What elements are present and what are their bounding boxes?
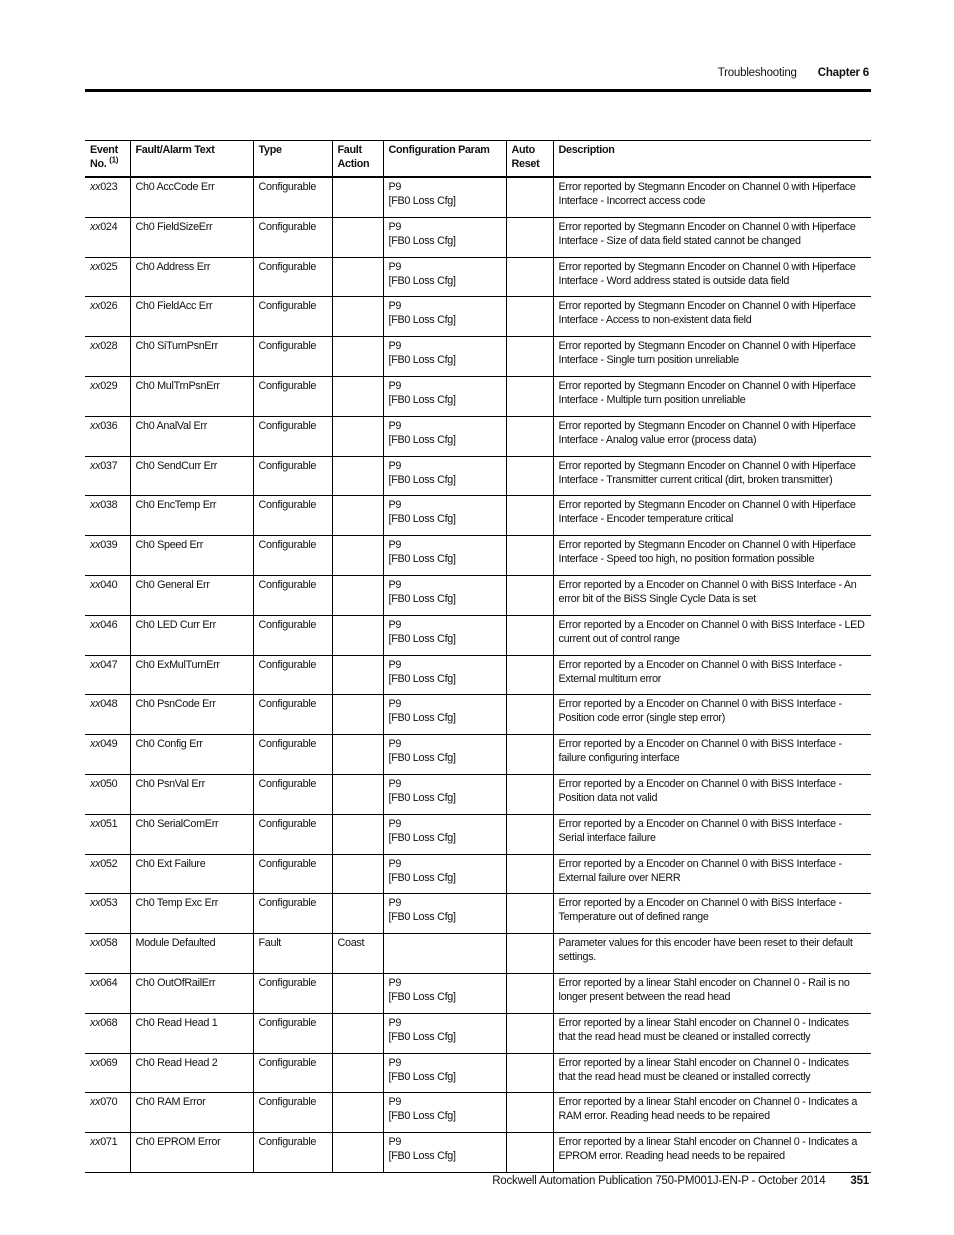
cell-fault-text: Ch0 Speed Err [130, 536, 253, 576]
cell-config-param: P9 [FB0 Loss Cfg] [383, 1093, 506, 1133]
cell-type: Configurable [253, 416, 332, 456]
fault-table-container [85, 140, 871, 1173]
cell-fault-action [332, 217, 383, 257]
table-row [85, 735, 871, 775]
cell-description: Error reported by a linear Stahl encoder on Channel 0 - Indicates that the read head must be cleaned or installed correctly [553, 1013, 871, 1053]
cell-fault-action [332, 416, 383, 456]
cell-type: Configurable [253, 814, 332, 854]
cell-event-number: xx046 [90, 618, 118, 631]
cell-fault-action [332, 1013, 383, 1053]
cell-config-param: P9 [FB0 Loss Cfg] [383, 177, 506, 217]
cell-type: Configurable [253, 1093, 332, 1133]
cell-description: Error reported by a Encoder on Channel 0 with BiSS Interface - Temperature out of defined range [553, 894, 871, 934]
cell-description: Error reported by a linear Stahl encoder on Channel 0 - Indicates that the read head must be cleaned or installed correctly [553, 1053, 871, 1093]
cell-fault-text: Ch0 Read Head 1 [130, 1013, 253, 1053]
cell-type: Configurable [253, 217, 332, 257]
cell-auto-reset [506, 655, 553, 695]
col-header-fault-text: Fault/Alarm Text [130, 141, 253, 178]
cell-event-number: xx050 [90, 777, 118, 790]
cell-auto-reset [506, 337, 553, 377]
cell-auto-reset [506, 894, 553, 934]
cell-fault-action [332, 496, 383, 536]
table-header-row [85, 141, 871, 178]
table-row [85, 1053, 871, 1093]
header-chapter-label: Chapter 6 [817, 67, 869, 79]
table-row [85, 1133, 871, 1173]
cell-event-number: xx051 [90, 817, 118, 830]
cell-event-number: xx053 [90, 897, 118, 910]
table-row [85, 257, 871, 297]
cell-fault-action [332, 894, 383, 934]
cell-config-param: P9 [FB0 Loss Cfg] [383, 217, 506, 257]
cell-description: Error reported by Stegmann Encoder on Channel 0 with Hiperface Interface - Encoder temperature critical [553, 496, 871, 536]
table-row [85, 934, 871, 974]
cell-description: Error reported by Stegmann Encoder on Channel 0 with Hiperface Interface - Size of data field stated cannot be changed [553, 217, 871, 257]
cell-auto-reset [506, 416, 553, 456]
cell-event-number: xx036 [90, 419, 118, 432]
header-divider [85, 89, 871, 92]
cell-event-number: xx026 [90, 300, 118, 313]
cell-type: Configurable [253, 1133, 332, 1173]
cell-auto-reset [506, 297, 553, 337]
table-row [85, 655, 871, 695]
table-row [85, 456, 871, 496]
cell-auto-reset [506, 1093, 553, 1133]
table-row [85, 695, 871, 735]
cell-description: Error reported by a linear Stahl encoder on Channel 0 - Rail is no longer present between the read head [553, 973, 871, 1013]
col-header-auto-reset: Auto Reset [506, 141, 553, 178]
col-header-event: Event No. $^{(1)}$ [90, 144, 119, 170]
cell-event-number: xx048 [90, 698, 118, 711]
page-number: 351 [850, 1175, 869, 1187]
footer-publication: Rockwell Automation Publication 750-PM001J-EN-P - October 2014 [492, 1175, 826, 1187]
table-row [85, 774, 871, 814]
cell-event-number: xx064 [90, 976, 118, 989]
cell-description: Error reported by Stegmann Encoder on Channel 0 with Hiperface Interface - Multiple turn position unreliable [553, 376, 871, 416]
cell-fault-action [332, 456, 383, 496]
cell-type: Configurable [253, 496, 332, 536]
cell-auto-reset [506, 257, 553, 297]
cell-event-number: xx029 [90, 379, 118, 392]
table-row [85, 217, 871, 257]
table-row [85, 814, 871, 854]
cell-event-number: xx069 [90, 1056, 118, 1069]
cell-config-param: P9 [FB0 Loss Cfg] [383, 774, 506, 814]
cell-description: Error reported by a Encoder on Channel 0 with BiSS Interface - External multiturn error [553, 655, 871, 695]
cell-fault-action [332, 695, 383, 735]
cell-fault-action [332, 615, 383, 655]
cell-fault-action [332, 774, 383, 814]
cell-fault-text: Ch0 EncTemp Err [130, 496, 253, 536]
cell-config-param: P9 [FB0 Loss Cfg] [383, 416, 506, 456]
cell-config-param: P9 [FB0 Loss Cfg] [383, 1133, 506, 1173]
cell-description: Error reported by a Encoder on Channel 0 with BiSS Interface - Position code error (single step error) [553, 695, 871, 735]
cell-event-number: xx071 [90, 1136, 118, 1149]
table-row [85, 337, 871, 377]
cell-config-param: P9 [FB0 Loss Cfg] [383, 1053, 506, 1093]
cell-fault-text: Ch0 SendCurr Err [130, 456, 253, 496]
cell-auto-reset [506, 695, 553, 735]
cell-config-param: P9 [FB0 Loss Cfg] [383, 337, 506, 377]
cell-type: Configurable [253, 575, 332, 615]
cell-auto-reset [506, 575, 553, 615]
col-header-config-param: Configuration Param [383, 141, 506, 178]
cell-auto-reset [506, 774, 553, 814]
cell-description: Error reported by Stegmann Encoder on Channel 0 with Hiperface Interface - Single turn position unreliable [553, 337, 871, 377]
cell-config-param: P9 [FB0 Loss Cfg] [383, 735, 506, 775]
cell-event-number: xx070 [90, 1096, 118, 1109]
cell-fault-text: Ch0 AccCode Err [130, 177, 253, 217]
cell-fault-text: Ch0 Address Err [130, 257, 253, 297]
cell-config-param: P9 [FB0 Loss Cfg] [383, 1013, 506, 1053]
cell-auto-reset [506, 854, 553, 894]
cell-type: Configurable [253, 655, 332, 695]
table-row [85, 894, 871, 934]
cell-fault-action [332, 735, 383, 775]
cell-auto-reset [506, 1133, 553, 1173]
col-header-fault-action: Fault Action [332, 141, 383, 178]
cell-type: Configurable [253, 1013, 332, 1053]
cell-event-number: xx024 [90, 220, 118, 233]
cell-type: Configurable [253, 337, 332, 377]
cell-fault-action [332, 655, 383, 695]
cell-fault-text: Ch0 Ext Failure [130, 854, 253, 894]
table-row [85, 973, 871, 1013]
cell-auto-reset [506, 1053, 553, 1093]
cell-auto-reset [506, 376, 553, 416]
header-section-title: Troubleshooting [717, 67, 797, 79]
cell-event-number: xx058 [90, 937, 118, 950]
cell-fault-text: Ch0 LED Curr Err [130, 615, 253, 655]
cell-auto-reset [506, 735, 553, 775]
cell-fault-action [332, 854, 383, 894]
cell-event-number: xx040 [90, 578, 118, 591]
cell-config-param: P9 [FB0 Loss Cfg] [383, 615, 506, 655]
cell-fault-action [332, 177, 383, 217]
cell-event-number: xx037 [90, 459, 118, 472]
cell-config-param: P9 [FB0 Loss Cfg] [383, 854, 506, 894]
col-header-type: Type [253, 141, 332, 178]
cell-config-param: P9 [FB0 Loss Cfg] [383, 894, 506, 934]
cell-fault-action [332, 536, 383, 576]
table-row [85, 575, 871, 615]
cell-fault-text: Ch0 SiTurnPsnErr [130, 337, 253, 377]
cell-description: Error reported by a Encoder on Channel 0 with BiSS Interface - Serial interface failure [553, 814, 871, 854]
cell-type: Configurable [253, 297, 332, 337]
cell-description: Error reported by Stegmann Encoder on Channel 0 with Hiperface Interface - Analog value error (process data) [553, 416, 871, 456]
table-row [85, 1013, 871, 1053]
cell-fault-action [332, 297, 383, 337]
cell-config-param: P9 [FB0 Loss Cfg] [383, 575, 506, 615]
cell-type: Fault [253, 934, 332, 974]
cell-description: Error reported by Stegmann Encoder on Channel 0 with Hiperface Interface - Word address stated is outside data field [553, 257, 871, 297]
cell-fault-text: Ch0 ExMulTurnErr [130, 655, 253, 695]
cell-event-number: xx038 [90, 499, 118, 512]
col-header-description: Description [553, 141, 871, 178]
cell-type: Configurable [253, 1053, 332, 1093]
cell-type: Configurable [253, 456, 332, 496]
cell-description: Error reported by a Encoder on Channel 0 with BiSS Interface - An error bit of the BiSS Single Cycle Data is set [553, 575, 871, 615]
cell-fault-text: Ch0 Temp Exc Err [130, 894, 253, 934]
cell-event-number: xx025 [90, 260, 118, 273]
fault-alarm-table [85, 140, 871, 1173]
cell-auto-reset [506, 536, 553, 576]
cell-fault-action [332, 814, 383, 854]
cell-config-param: P9 [FB0 Loss Cfg] [383, 257, 506, 297]
table-row [85, 376, 871, 416]
cell-config-param: P9 [FB0 Loss Cfg] [383, 536, 506, 576]
cell-auto-reset [506, 456, 553, 496]
cell-auto-reset [506, 934, 553, 974]
table-row [85, 536, 871, 576]
cell-description: Error reported by a Encoder on Channel 0 with BiSS Interface - Position data not valid [553, 774, 871, 814]
cell-fault-text: Ch0 PsnVal Err [130, 774, 253, 814]
cell-description: Error reported by a linear Stahl encoder on Channel 0 - Indicates a RAM error. Reading head needs to be repaired [553, 1093, 871, 1133]
cell-fault-text: Ch0 EPROM Error [130, 1133, 253, 1173]
table-row [85, 496, 871, 536]
cell-fault-text: Module Defaulted [130, 934, 253, 974]
cell-auto-reset [506, 177, 553, 217]
cell-config-param: P9 [FB0 Loss Cfg] [383, 456, 506, 496]
cell-event-number: xx028 [90, 340, 118, 353]
cell-auto-reset [506, 973, 553, 1013]
cell-config-param [383, 934, 506, 974]
cell-event-number: xx039 [90, 539, 118, 552]
table-row [85, 416, 871, 456]
table-row [85, 854, 871, 894]
cell-type: Configurable [253, 774, 332, 814]
cell-auto-reset [506, 615, 553, 655]
cell-fault-text: Ch0 Read Head 2 [130, 1053, 253, 1093]
cell-config-param: P9 [FB0 Loss Cfg] [383, 655, 506, 695]
cell-event-number: xx023 [90, 181, 118, 193]
cell-fault-text: Ch0 SerialComErr [130, 814, 253, 854]
cell-fault-text: Ch0 FieldAcc Err [130, 297, 253, 337]
cell-event-number: xx068 [90, 1016, 118, 1029]
page-footer [492, 1175, 869, 1187]
cell-type: Configurable [253, 615, 332, 655]
cell-fault-text: Ch0 General Err [130, 575, 253, 615]
cell-fault-action [332, 337, 383, 377]
cell-type: Configurable [253, 894, 332, 934]
cell-description: Error reported by a linear Stahl encoder on Channel 0 - Indicates a EPROM error. Reading head needs to be repaired [553, 1133, 871, 1173]
cell-event-number: xx047 [90, 658, 118, 671]
cell-type: Configurable [253, 257, 332, 297]
cell-fault-text: Ch0 RAM Error [130, 1093, 253, 1133]
table-row [85, 615, 871, 655]
table-row [85, 297, 871, 337]
cell-config-param: P9 [FB0 Loss Cfg] [383, 376, 506, 416]
cell-fault-text: Ch0 OutOfRailErr [130, 973, 253, 1013]
cell-event-number: xx052 [90, 857, 118, 870]
cell-auto-reset [506, 496, 553, 536]
cell-fault-text: Ch0 PsnCode Err [130, 695, 253, 735]
cell-type: Configurable [253, 973, 332, 1013]
cell-description: Parameter values for this encoder have been reset to their default settings. [553, 934, 871, 974]
cell-auto-reset [506, 217, 553, 257]
cell-description: Error reported by Stegmann Encoder on Channel 0 with Hiperface Interface - Access to non-existent data field [553, 297, 871, 337]
cell-fault-text: Ch0 MulTrnPsnErr [130, 376, 253, 416]
cell-fault-action [332, 1133, 383, 1173]
cell-fault-text: Ch0 FieldSizeErr [130, 217, 253, 257]
cell-fault-action [332, 575, 383, 615]
cell-event-number: xx049 [90, 738, 118, 751]
cell-fault-action [332, 257, 383, 297]
cell-auto-reset [506, 1013, 553, 1053]
cell-config-param: P9 [FB0 Loss Cfg] [383, 496, 506, 536]
cell-description: Error reported by Stegmann Encoder on Channel 0 with Hiperface Interface - Speed too high, no position formation possible [553, 536, 871, 576]
cell-config-param: P9 [FB0 Loss Cfg] [383, 695, 506, 735]
cell-fault-action [332, 376, 383, 416]
cell-fault-action: Coast [332, 934, 383, 974]
cell-fault-action [332, 973, 383, 1013]
cell-type: Configurable [253, 177, 332, 217]
cell-fault-action [332, 1053, 383, 1093]
cell-description: Error reported by a Encoder on Channel 0 with BiSS Interface - failure configuring interface [553, 735, 871, 775]
table-row [85, 1093, 871, 1133]
cell-type: Configurable [253, 854, 332, 894]
page-header [718, 67, 869, 79]
cell-type: Configurable [253, 735, 332, 775]
cell-config-param: P9 [FB0 Loss Cfg] [383, 297, 506, 337]
cell-type: Configurable [253, 695, 332, 735]
cell-type: Configurable [253, 536, 332, 576]
cell-fault-action [332, 1093, 383, 1133]
cell-fault-text: Ch0 Config Err [130, 735, 253, 775]
cell-description: Error reported by Stegmann Encoder on Channel 0 with Hiperface Interface - Incorrect access code [553, 177, 871, 217]
table-row [85, 177, 871, 217]
cell-description: Error reported by Stegmann Encoder on Channel 0 with Hiperface Interface - Transmitter current critical (dirt, broken transmitter) [553, 456, 871, 496]
cell-config-param: P9 [FB0 Loss Cfg] [383, 814, 506, 854]
cell-auto-reset [506, 814, 553, 854]
cell-fault-text: Ch0 AnalVal Err [130, 416, 253, 456]
cell-description: Error reported by a Encoder on Channel 0 with BiSS Interface - LED current out of control range [553, 615, 871, 655]
cell-config-param: P9 [FB0 Loss Cfg] [383, 973, 506, 1013]
cell-type: Configurable [253, 376, 332, 416]
table-body [85, 177, 871, 1172]
cell-description: Error reported by a Encoder on Channel 0 with BiSS Interface - External failure over NERR [553, 854, 871, 894]
